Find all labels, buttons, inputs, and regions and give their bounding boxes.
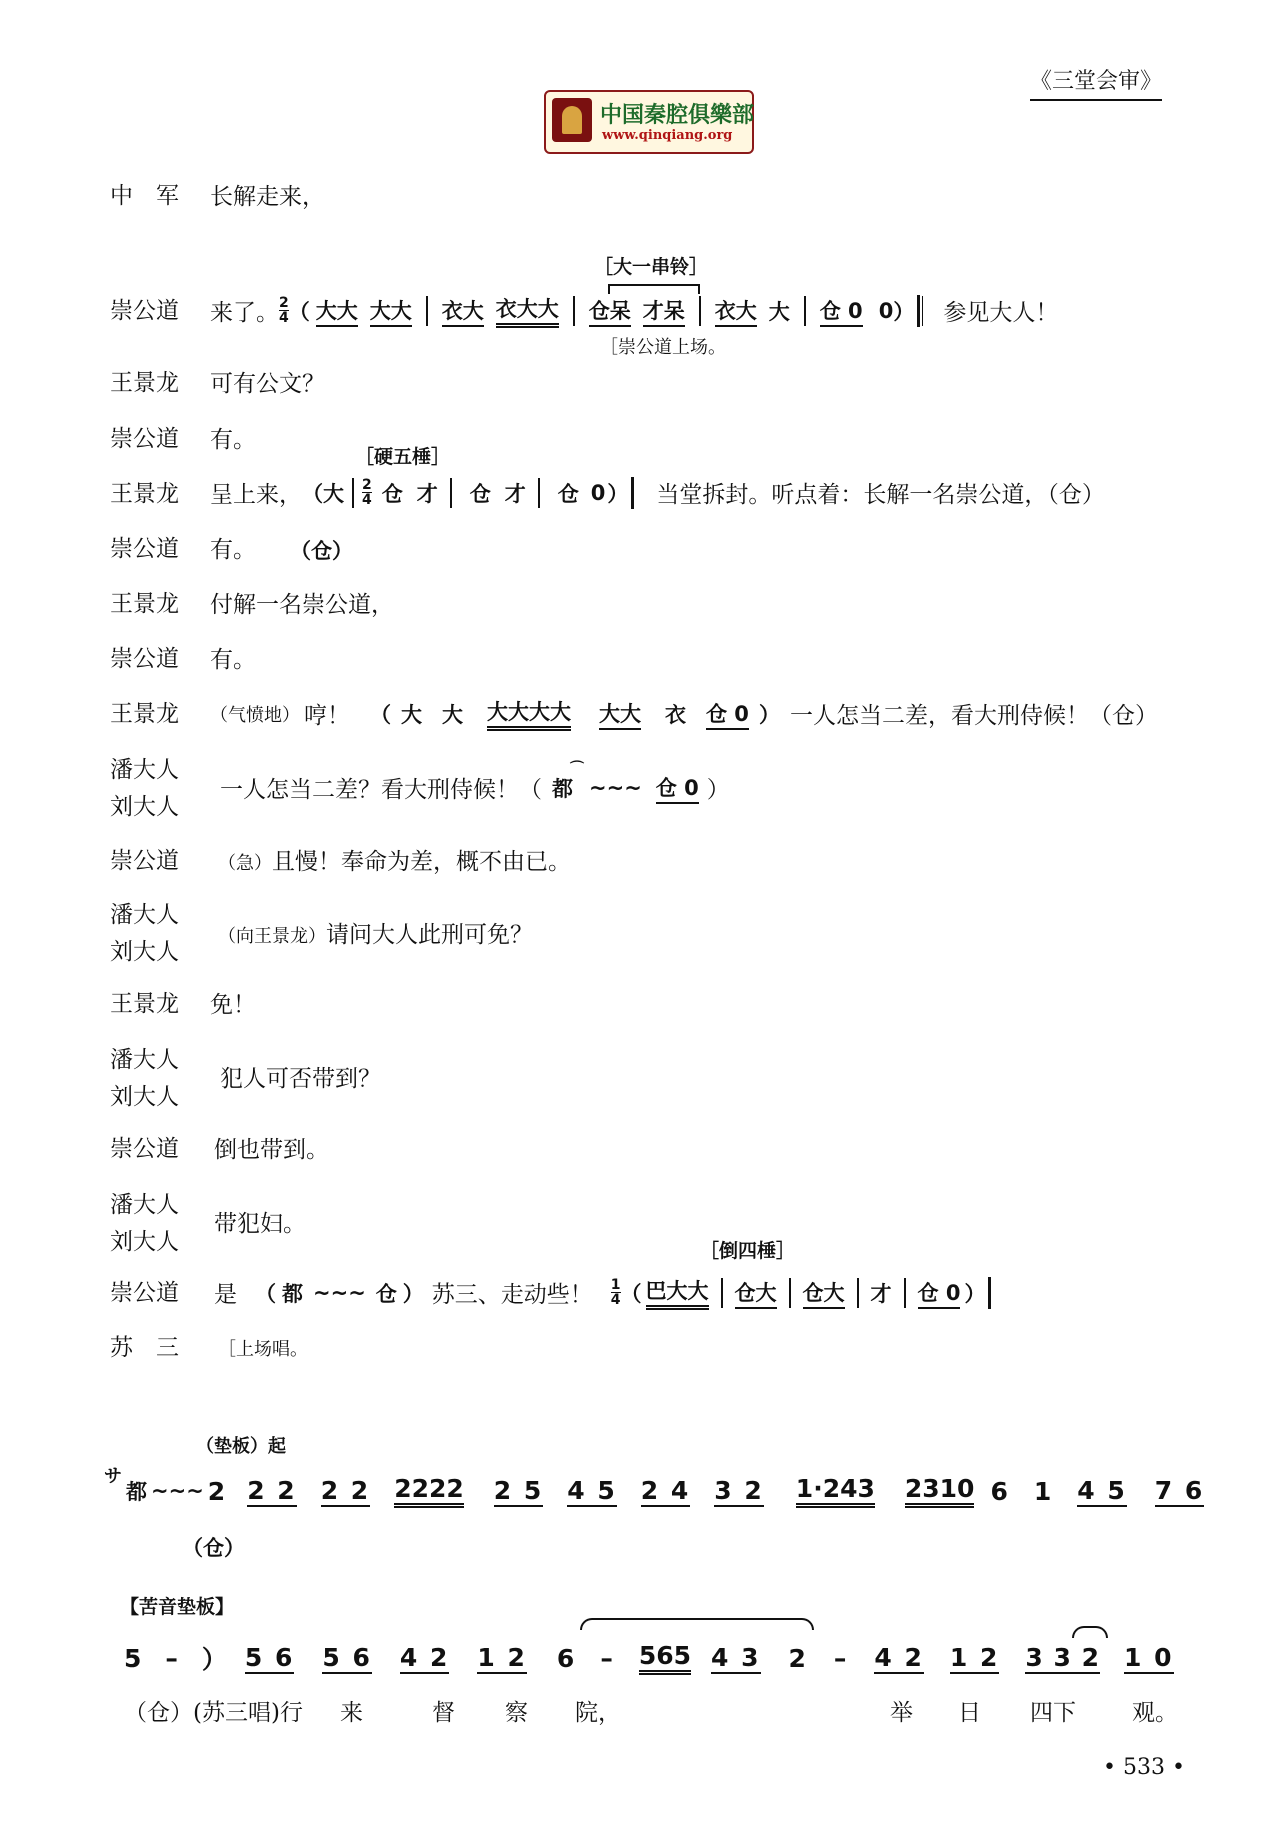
lyric: 日 xyxy=(958,1700,981,1726)
beat: 才 xyxy=(870,1281,892,1306)
speaker-label: 崇公道 xyxy=(110,1280,179,1306)
speaker-label: 王景龙 xyxy=(110,591,179,617)
dialogue-line: 免！ xyxy=(210,992,256,1018)
fermata-mark: ⌒ xyxy=(570,761,584,777)
speaker-label: 崇公道 xyxy=(110,536,179,562)
stage-direction: ［崇公道上场。 xyxy=(600,337,726,358)
lyric: 察 xyxy=(505,1700,528,1726)
paren: （ xyxy=(288,299,310,324)
speaker-label: 王景龙 xyxy=(110,701,179,727)
slur xyxy=(580,1618,814,1630)
note: 2 4 xyxy=(640,1475,691,1505)
time-signature: $\frac{1}{4}$ xyxy=(610,1277,621,1308)
beat: 仓 xyxy=(557,481,579,506)
paren: ） xyxy=(402,1281,424,1306)
beat: 衣大 xyxy=(442,295,484,327)
beat: 仓 xyxy=(381,481,403,506)
dialogue-text: 一人怎当二差？看大刑侍候！（ xyxy=(220,777,542,803)
dash: – xyxy=(600,1643,613,1673)
percussion-note: （仓） xyxy=(290,539,353,563)
speaker-label: 王景龙 xyxy=(110,481,179,507)
beat: 大 xyxy=(442,702,463,727)
beat: 大 xyxy=(401,702,422,727)
stage-direction: （气愤地） xyxy=(210,704,300,726)
dialogue-line: 长解走来， xyxy=(210,184,325,210)
barline xyxy=(538,478,540,508)
note: 3 3 2 xyxy=(1025,1642,1101,1672)
speaker-label: 崇公道 xyxy=(110,646,179,672)
barline xyxy=(352,478,354,508)
beat: 才 xyxy=(416,481,438,506)
speaker-label: 王景龙 xyxy=(110,991,179,1017)
beat: 仓 xyxy=(375,1281,397,1306)
speaker-label: 刘大人 xyxy=(110,794,179,820)
speaker-label: 刘大人 xyxy=(110,1084,179,1110)
note: 4 5 xyxy=(1077,1475,1127,1505)
percussion-label: ［硬五棰］ xyxy=(355,446,451,468)
dialogue-line xyxy=(210,293,1058,328)
speaker-label: 刘大人 xyxy=(110,939,179,965)
score-line-1 xyxy=(126,1474,1204,1508)
dialogue-line: 有。 xyxy=(210,647,256,673)
dialogue-line xyxy=(210,476,1105,509)
stage-direction: （向王景龙） xyxy=(218,926,326,947)
barline xyxy=(450,478,452,508)
dialogue-line xyxy=(214,1275,991,1310)
beat: 仓呆 xyxy=(589,295,631,327)
tremolo: ~~~ xyxy=(589,775,642,800)
dialogue-text: 请问大人此刑可免？ xyxy=(326,922,533,948)
percussion-label: ［倒四棰］ xyxy=(700,1240,796,1262)
speaker-label: 刘大人 xyxy=(110,1229,179,1255)
note: 1 2 xyxy=(477,1642,527,1672)
logo-emblem-icon xyxy=(552,98,592,142)
dialogue-text: 且慢！奉命为差，概不由已。 xyxy=(272,849,571,875)
double-barline xyxy=(988,1277,991,1309)
beat: 衣 xyxy=(665,702,686,727)
dialogue-text: 是 xyxy=(214,1282,237,1308)
dialogue-text: 一人怎当二差，看大刑侍候！（仓） xyxy=(789,703,1158,729)
beat: 大 xyxy=(768,299,790,324)
barline xyxy=(922,296,923,326)
beat: 都 xyxy=(552,776,573,801)
beat: 0 xyxy=(590,480,606,505)
note: 2 2 xyxy=(320,1475,371,1505)
time-signature: $\frac{2}{4}$ xyxy=(279,295,289,326)
paren: （ xyxy=(370,702,391,727)
note: 4 3 xyxy=(711,1642,761,1672)
dialogue-line xyxy=(218,916,533,949)
barline xyxy=(699,296,701,326)
note: 4 2 xyxy=(399,1642,450,1672)
barline xyxy=(904,1278,906,1308)
dialogue-line: 可有公文？ xyxy=(210,371,325,397)
double-barline xyxy=(631,477,634,509)
stage-direction: （急） xyxy=(218,853,272,874)
dialogue-text: 呈上来， xyxy=(210,482,302,508)
beat: 衣大 xyxy=(715,295,757,327)
paren: ） xyxy=(758,702,780,727)
paren: （ xyxy=(620,1281,642,1306)
note: 565 xyxy=(639,1641,691,1675)
section-label: 【苦音垫板】 xyxy=(120,1596,235,1618)
speaker-label: 崇公道 xyxy=(110,426,179,452)
dialogue-line: 犯人可否带到？ xyxy=(220,1066,381,1092)
note: 6 xyxy=(990,1476,1008,1506)
lyric: 督 xyxy=(432,1700,455,1726)
dialogue-line: 带犯妇。 xyxy=(214,1211,306,1237)
beat: 仓大 xyxy=(803,1277,845,1309)
speaker-label: 崇公道 xyxy=(110,298,179,324)
site-logo xyxy=(544,90,754,154)
beat: 仓 0 xyxy=(706,698,749,730)
dialogue-line xyxy=(210,696,1158,731)
note: 5 6 xyxy=(322,1642,372,1672)
note: 3 2 xyxy=(714,1475,764,1505)
beat: 都 xyxy=(282,1281,303,1306)
barline xyxy=(857,1278,859,1308)
note: 2 xyxy=(207,1476,226,1506)
beat: 仓 0 xyxy=(918,1277,961,1309)
speaker-label: 潘大人 xyxy=(110,1192,179,1218)
beat: 都 xyxy=(126,1480,147,1504)
lyric: 四下 xyxy=(1030,1700,1076,1726)
note: 6 xyxy=(556,1643,575,1673)
speaker-label: 潘大人 xyxy=(110,1047,179,1073)
paren: ） xyxy=(201,1645,227,1674)
stage-direction: ［上场唱。 xyxy=(218,1339,308,1360)
free-meter-mark: サ xyxy=(104,1466,122,1487)
note: 2222 xyxy=(394,1474,464,1508)
beat: 巴大大 xyxy=(646,1275,709,1310)
dialogue-line: 有。 xyxy=(210,537,256,563)
tremolo: ~~~ xyxy=(151,1479,204,1503)
double-barline xyxy=(917,295,920,327)
note: 5 xyxy=(124,1643,142,1673)
lyric: （仓）(苏三唱)行 xyxy=(124,1700,303,1726)
paren: ） xyxy=(964,1281,986,1306)
dialogue-line: 付解一名崇公道， xyxy=(210,592,394,618)
speaker-label: 中 军 xyxy=(110,183,179,209)
dialogue-text: 参见大人！ xyxy=(943,300,1059,326)
note: 2310 xyxy=(905,1474,975,1508)
page-number: • 533 • xyxy=(1103,1755,1185,1780)
speaker-label: 潘大人 xyxy=(110,902,179,928)
barline xyxy=(804,296,806,326)
beat: 大大 xyxy=(599,698,641,730)
dialogue-line xyxy=(218,843,571,876)
beat: 仓大 xyxy=(735,1277,777,1309)
note: 2 2 xyxy=(247,1475,297,1505)
note: 5 6 xyxy=(244,1642,295,1672)
lyric: 院， xyxy=(575,1700,621,1726)
beat: 仓 0 xyxy=(820,295,863,327)
dash: – xyxy=(165,1643,178,1673)
beat: 大大 xyxy=(316,295,358,327)
barline xyxy=(573,296,575,326)
percussion-note: （仓） xyxy=(182,1536,245,1560)
note: 2 5 xyxy=(493,1475,544,1505)
beat: 0 xyxy=(878,298,894,323)
paren: （ xyxy=(302,481,323,506)
note: 4 5 xyxy=(567,1475,617,1505)
beat: 仓 0 xyxy=(656,772,699,804)
dialogue-text: 来了。 xyxy=(210,300,279,326)
beat: 仓 xyxy=(469,481,491,506)
dialogue-text: ） xyxy=(706,777,730,803)
paren: ） xyxy=(893,299,915,324)
paren: （ xyxy=(255,1281,276,1306)
dialogue-text: 哼！ xyxy=(304,703,350,729)
beat: 才呆 xyxy=(643,295,685,327)
time-signature: $\frac{2}{4}$ xyxy=(362,477,372,508)
percussion-label: ［大一串铃］ xyxy=(594,256,709,278)
logo-url: www.qinqiang.org xyxy=(602,128,733,143)
slur xyxy=(1072,1626,1108,1638)
note: 7 6 xyxy=(1154,1475,1205,1505)
intro-label: （垫板）起 xyxy=(196,1436,286,1457)
speaker-label: 崇公道 xyxy=(110,1136,179,1162)
dialogue-text: 当堂拆封。听点着：长解一名崇公道，（仓） xyxy=(656,482,1105,508)
dash: – xyxy=(833,1643,847,1673)
paren: ） xyxy=(607,481,629,506)
speaker-label: 王景龙 xyxy=(110,370,179,396)
dialogue-text: 苏三、走动些！ xyxy=(431,1282,593,1308)
beat: 大大 xyxy=(370,295,412,327)
logo-text: 中国秦腔俱樂部 xyxy=(600,103,755,128)
beat: 大大大大 xyxy=(487,696,571,731)
play-title: 《三堂会审》 xyxy=(1030,64,1162,101)
speaker-label: 苏 三 xyxy=(110,1335,179,1361)
note: 1·243 xyxy=(796,1474,875,1508)
tremolo: ~~~ xyxy=(313,1280,366,1305)
beat: 衣大大 xyxy=(496,293,559,328)
lyric: 来 xyxy=(340,1700,363,1726)
score-line-2 xyxy=(124,1640,1174,1676)
lyric: 观。 xyxy=(1132,1700,1178,1726)
note: 2 xyxy=(788,1643,806,1673)
speaker-label: 崇公道 xyxy=(110,848,179,874)
lyric: 举 xyxy=(890,1700,913,1726)
note: 1 xyxy=(1033,1476,1052,1506)
dialogue-line: 倒也带到。 xyxy=(214,1137,329,1163)
note: 1 2 xyxy=(949,1642,1000,1672)
dialogue-line xyxy=(220,771,730,804)
barline xyxy=(789,1278,791,1308)
beat: 大 xyxy=(323,481,344,506)
dialogue-line: 有。 xyxy=(210,427,256,453)
barline xyxy=(426,296,428,326)
note: 4 2 xyxy=(874,1642,924,1672)
note: 1 0 xyxy=(1124,1642,1174,1672)
slur xyxy=(608,284,700,294)
speaker-label: 潘大人 xyxy=(110,757,179,783)
barline xyxy=(721,1278,723,1308)
beat: 才 xyxy=(504,481,526,506)
